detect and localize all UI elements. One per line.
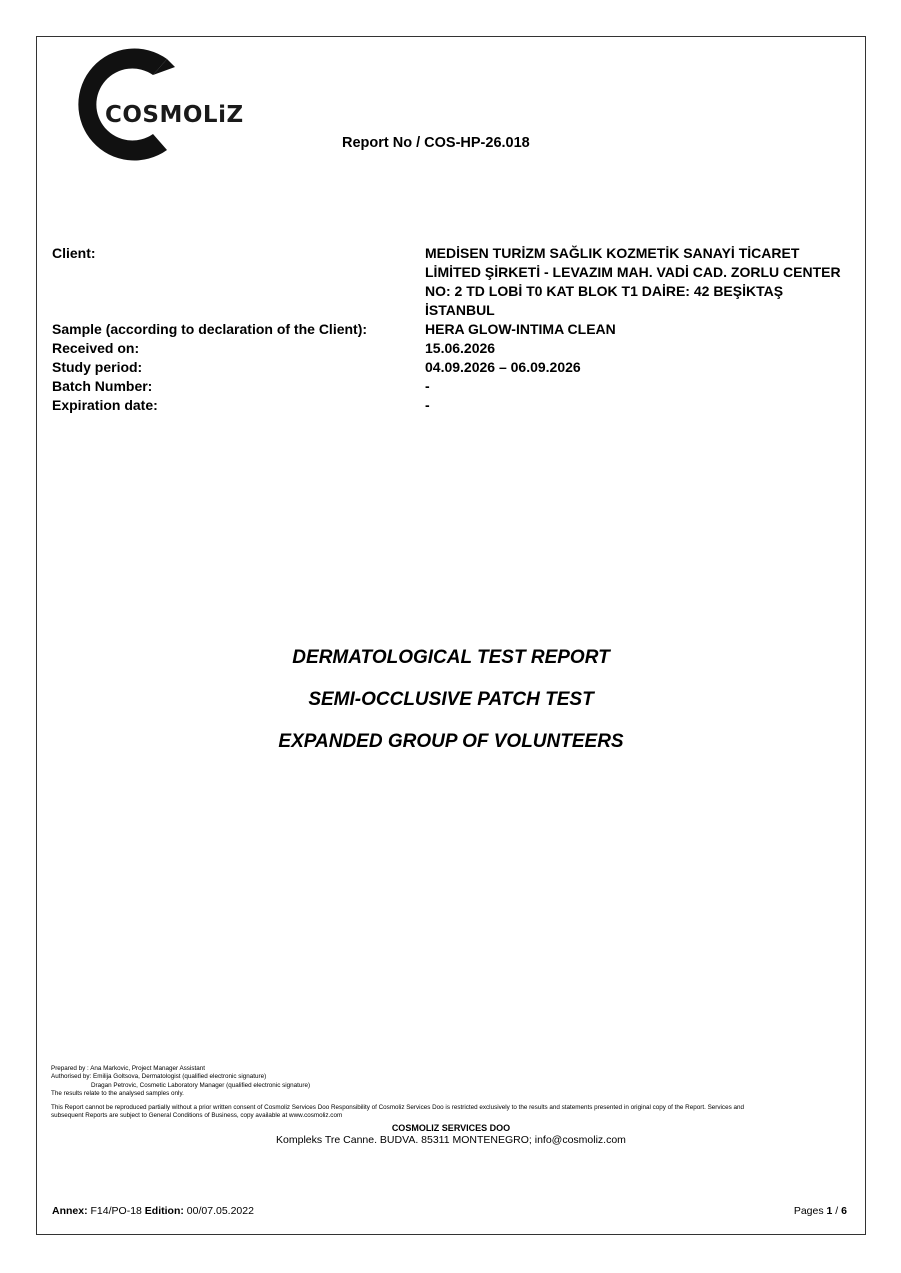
page-counter — [794, 1205, 847, 1217]
pages-label: Pages — [793, 1205, 827, 1217]
authorised-by-second: Dragan Petrovic, Cosmetic Laboratory Manager (qualified electronic signature) — [91, 1081, 311, 1089]
sample-value: HERA GLOW-INTIMA CLEAN — [425, 321, 616, 337]
prepared-by: Prepared by : Ana Markovic, Project Manager Assistant — [51, 1065, 205, 1072]
annex-value: F14/PO-18 — [87, 1205, 145, 1217]
page-separator: / — [832, 1205, 842, 1217]
study-period-value: 04.09.2026 – 06.09.2026 — [425, 359, 581, 375]
annex-label: Annex: — [52, 1205, 88, 1217]
sample-row — [52, 320, 852, 339]
expiry-value: - — [425, 397, 430, 413]
company-name: COSMOLIZ SERVICES DOO — [391, 1122, 511, 1133]
title-line-1: DERMATOLOGICAL TEST REPORT — [292, 647, 610, 668]
annex-edition — [52, 1205, 254, 1217]
page-current: 1 — [826, 1205, 833, 1217]
page-total: 6 — [841, 1205, 847, 1217]
report-titles — [37, 637, 865, 763]
logo-wordmark: COSMOLiZ — [105, 102, 244, 128]
edition-label: Edition: — [144, 1205, 184, 1217]
title-line-2: SEMI-OCCLUSIVE PATCH TEST — [308, 689, 594, 710]
sample-label: Sample (according to declaration of the Client): — [52, 321, 368, 337]
received-value: 15.06.2026 — [425, 340, 496, 356]
batch-value: - — [425, 378, 430, 394]
client-info-block — [52, 244, 852, 415]
title-line-3: EXPANDED GROUP OF VOLUNTEERS — [278, 731, 624, 752]
expiry-label: Expiration date: — [52, 397, 158, 413]
footer — [51, 1065, 851, 1146]
batch-row — [52, 377, 852, 396]
batch-label: Batch Number: — [52, 378, 153, 394]
expiry-row — [52, 396, 852, 415]
received-label: Received on: — [52, 340, 140, 356]
received-row — [52, 339, 852, 358]
report-page — [36, 36, 866, 1235]
disclaimer: This Report cannot be reproduced partially without a prior written consent of Cosmoliz Services Doo Responsibility of Cosmoliz Services Doo is restricted exclusively to the results and statements presented in original copy of the Report. Services and subsequent Reports are subject to General Conditions of Business, copy available at www.cosmoliz.com — [51, 1104, 744, 1120]
client-label: Client: — [52, 245, 96, 261]
study-period-label: Study period: — [52, 359, 143, 375]
client-row — [52, 244, 852, 320]
company-address: Kompleks Tre Canne. BUDVA. 85311 MONTENEGRO; info@cosmoliz.com — [276, 1133, 626, 1146]
report-number: Report No / COS-HP-26.018 — [342, 135, 530, 151]
results-note: The results relate to the analysed samples only. — [51, 1089, 184, 1097]
study-period-row — [52, 358, 852, 377]
cosmoliz-logo — [57, 47, 244, 162]
client-value: MEDİSEN TURİZM SAĞLIK KOZMETİK SANAYİ TİCARET LİMİTED ŞİRKETİ - LEVAZIM MAH. VADİ CAD. ZORLU CENTER NO: 2 TD LOBİ T0 KAT BLOK T1 DAİRE: 42 BEŞİKTAŞ İSTANBUL — [425, 245, 841, 318]
authorised-by: Authorised by: Emilija Goltsova, Dermatologist (qualified electronic signature) — [51, 1073, 267, 1081]
document-meta — [52, 1205, 847, 1217]
edition-value: 00/07.05.2022 — [183, 1205, 254, 1217]
